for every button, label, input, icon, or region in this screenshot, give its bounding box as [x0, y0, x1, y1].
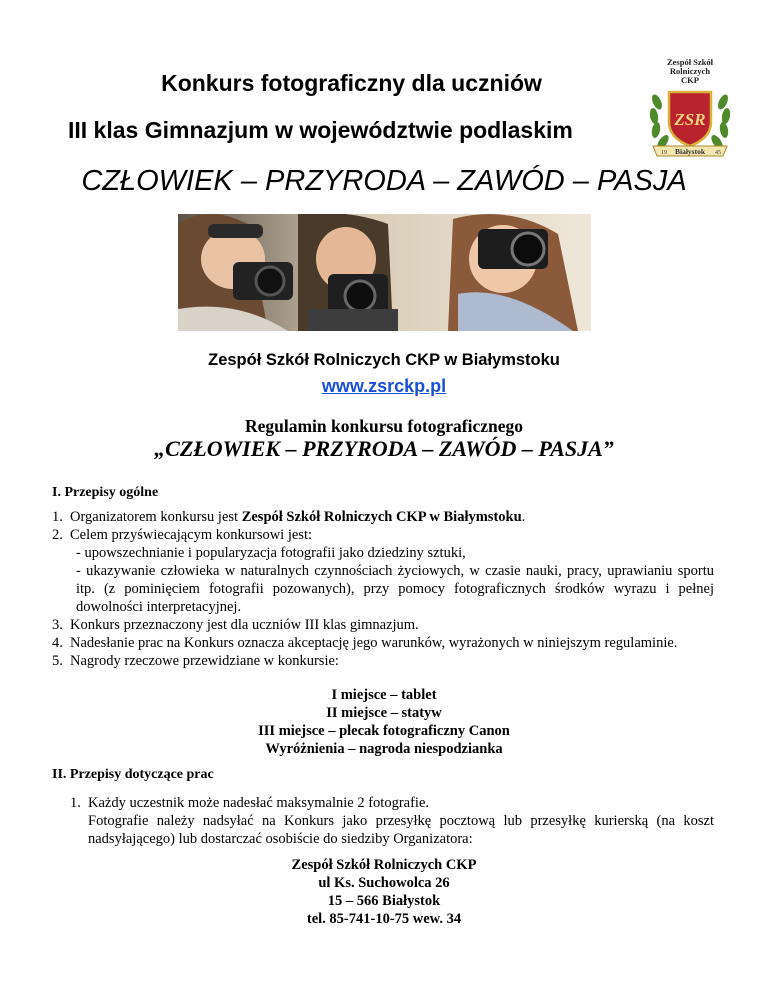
- prize-3: III miejsce – plecak fotograficzny Canon: [258, 723, 510, 739]
- logo-city: Białystok: [674, 147, 706, 156]
- section-1-list: [52, 508, 714, 670]
- header-title: Konkurs fotograficzny dla uczniów: [161, 70, 542, 96]
- list-item: 1. Organizatorem konkursu jest Zespół Szkół Rolniczych CKP w Białymstoku.: [52, 509, 526, 525]
- regulation-title: Regulamin konkursu fotograficznego: [244, 416, 524, 436]
- school-name: Zespół Szkół Rolniczych CKP w Białymstoku: [208, 351, 560, 369]
- svg-text:45: 45: [715, 150, 721, 156]
- prizes-list: [0, 686, 768, 758]
- website: [0, 376, 768, 397]
- section-2-title: II. Przepisy dotyczące prac: [52, 767, 214, 782]
- section-2-list: [70, 794, 714, 848]
- logo-monogram: ZSR: [674, 110, 706, 129]
- list-item: 1. Każdy uczestnik może nadesłać maksymalnie 2 fotografie. Fotografie należy nadsyłać na Konkurs jako przesyłkę pocztową lub przesyłkę kurierską (na koszt nadsyłającego) lub dostarczać osobiście do siedziby Organizatora:: [70, 795, 714, 847]
- prize-2: II miejsce – statyw: [326, 705, 442, 721]
- section-1-title: I. Przepisy ogólne: [52, 485, 159, 500]
- prize-4: Wyróżnienia – nagroda niespodzianka: [265, 741, 503, 757]
- address-block: [0, 856, 768, 928]
- list-item: 3. Konkurs przeznaczony jest dla uczniów III klas gimnazjum.: [52, 617, 419, 633]
- school-logo: [635, 52, 745, 162]
- regulation-motto: „CZŁOWIEK – PRZYRODA – ZAWÓD – PASJA”: [154, 436, 614, 461]
- address-line: Zespół Szkół Rolniczych CKP: [291, 857, 477, 873]
- address-phone: tel. 85-741-10-75 wew. 34: [306, 911, 462, 927]
- logo-text-1: Zespół Szkół: [666, 57, 714, 67]
- list-item: 5. Nagrody rzeczowe przewidziane w konkursie:: [52, 653, 339, 669]
- address-line: ul Ks. Suchowolca 26: [318, 875, 450, 891]
- logo-text-3: CKP: [681, 75, 699, 85]
- logo-text-2: Rolniczych: [669, 66, 711, 76]
- svg-text:19: 19: [661, 150, 667, 156]
- header-subtitle: III klas Gimnazjum w województwie podlaskim: [68, 117, 573, 143]
- list-item: 2. Celem przyświecającym konkursowi jest: - upowszechnianie i popularyzacja fotografii jako dziedziny sztuki, - ukazywanie człowieka w naturalnych czynnościach życiowych, w czasie nauki, pracy, uprawianiu sportu itp. (z pominięciem fotografii pozowanych), przy pomocy fotograficznych środków wyrazu i pełnej dowolności interpretacyjnej.: [52, 527, 714, 615]
- prize-1: I miejsce – tablet: [331, 687, 437, 703]
- website-link[interactable]: www.zsrckp.pl: [321, 376, 447, 396]
- header-photo: [178, 214, 591, 331]
- list-item: 4. Nadesłanie prac na Konkurs oznacza akceptację jego warunków, wyrażonych w niniejszym regulaminie.: [52, 635, 678, 651]
- address-line: 15 – 566 Białystok: [327, 893, 441, 909]
- header-motto: CZŁOWIEK – PRZYRODA – ZAWÓD – PASJA: [81, 165, 687, 197]
